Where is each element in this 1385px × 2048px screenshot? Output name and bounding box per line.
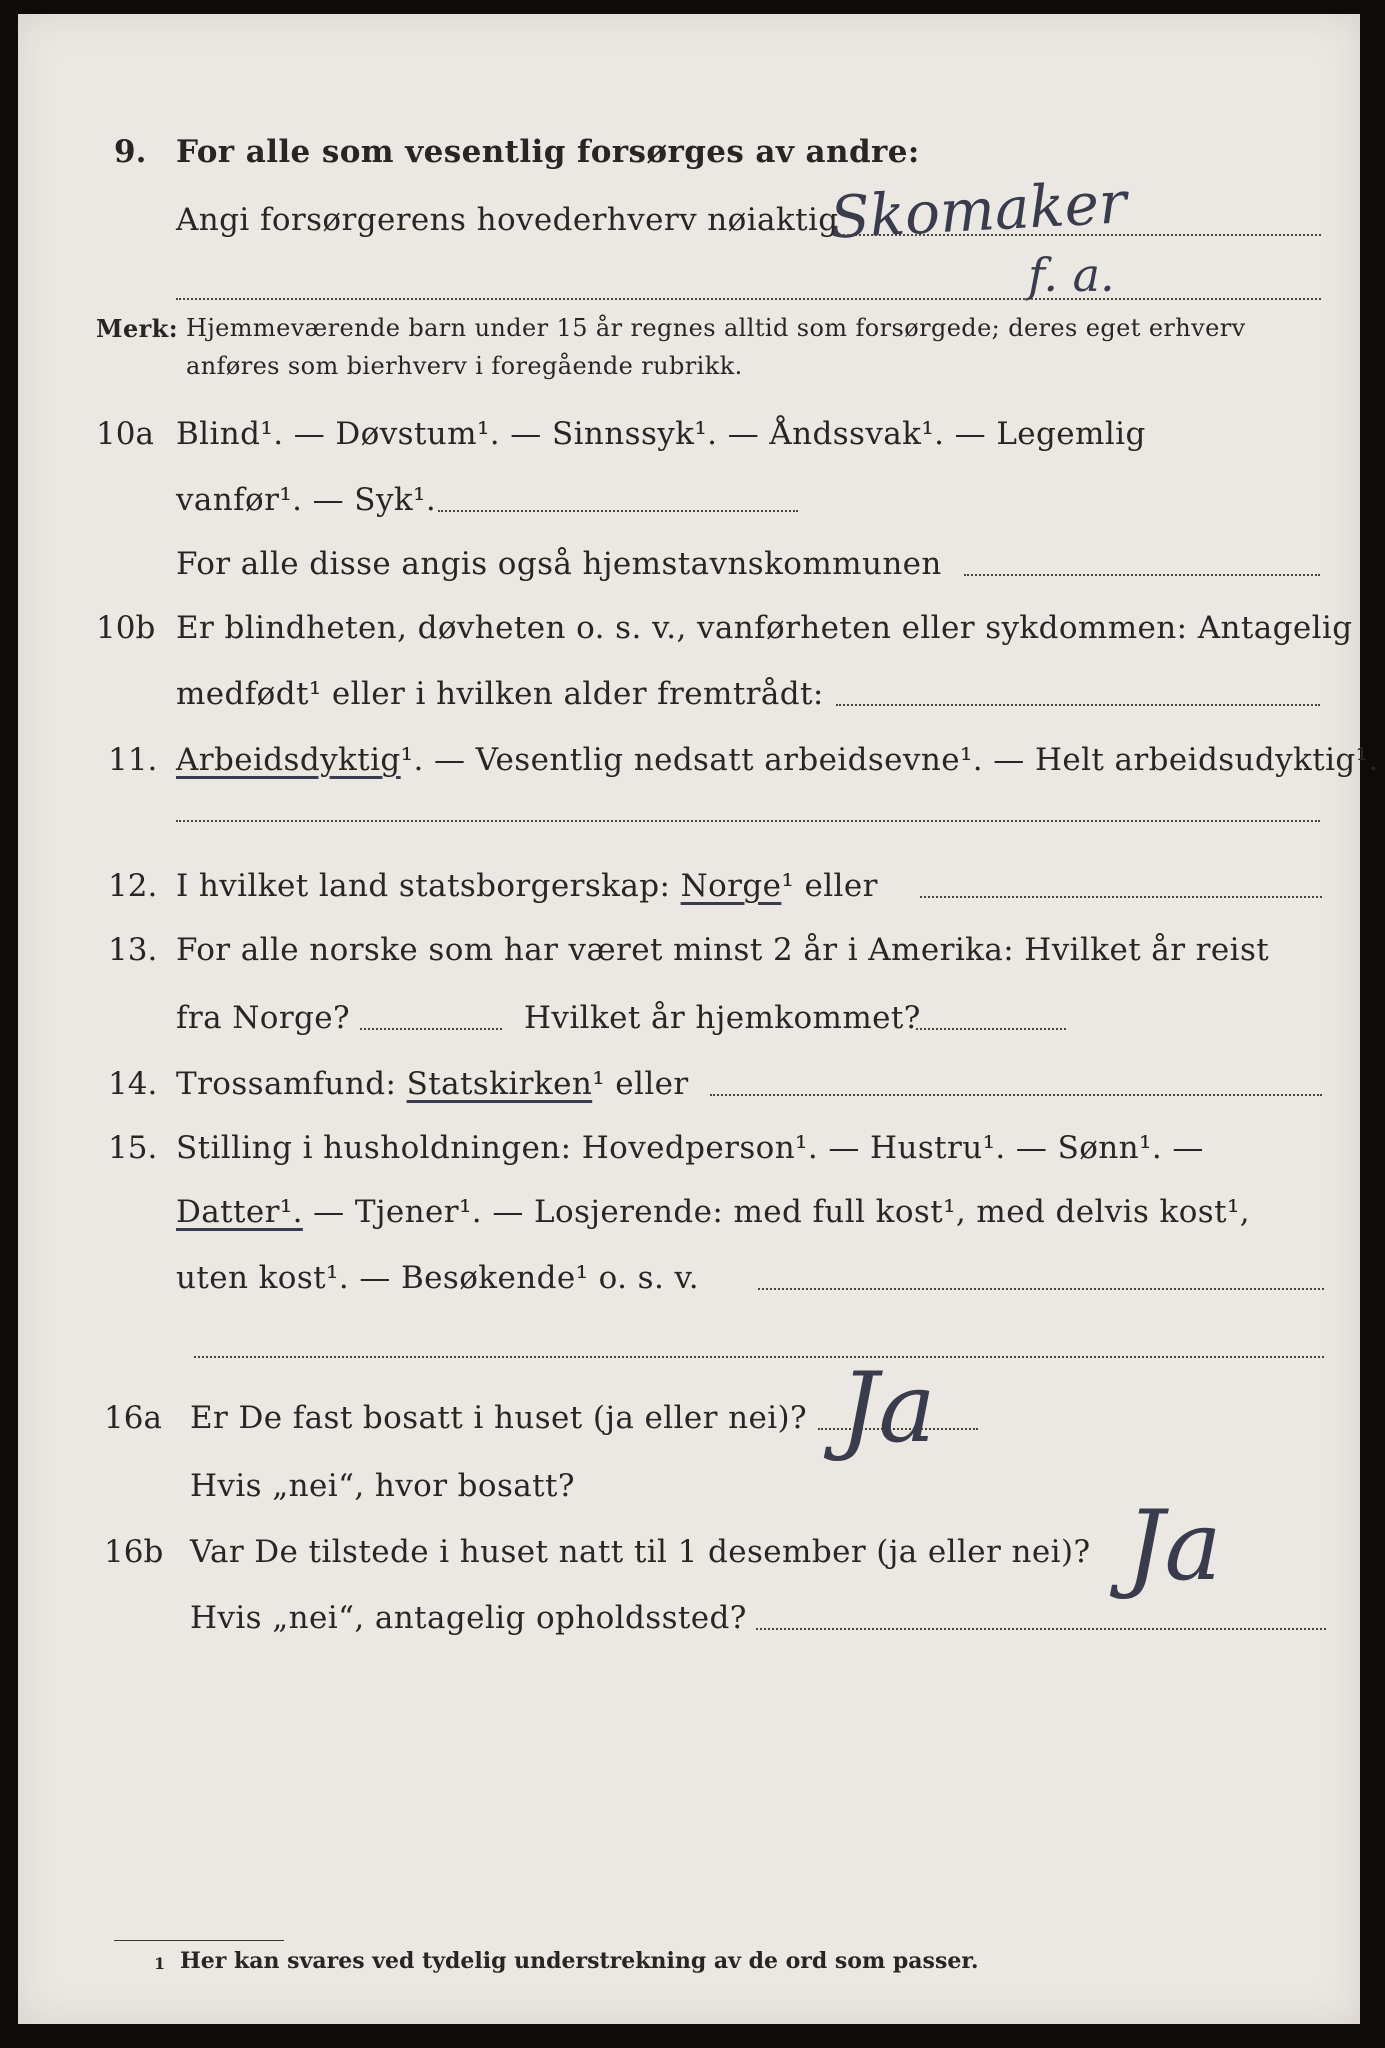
- q9-number: 9.: [114, 134, 147, 170]
- q9-handwritten-note: f. a.: [1028, 248, 1115, 302]
- q13-line2b: Hvilket år hjemkommet?: [524, 1000, 921, 1036]
- q12-suffix: ¹ eller: [781, 868, 878, 904]
- q13-number: 13.: [108, 932, 158, 968]
- q9-line1: For alle som vesentlig forsørges av andre:: [176, 134, 920, 170]
- q9-handwritten-occupation: Skomaker: [828, 168, 1129, 252]
- q12-underlined-choice: Norge: [680, 868, 782, 904]
- q10a-line2: vanfør¹. — Syk¹.: [176, 482, 437, 518]
- q15-underlined-choice: Datter¹.: [176, 1194, 303, 1230]
- q12-dots: [920, 896, 1322, 898]
- q14-underlined-choice: Statskirken: [406, 1066, 593, 1102]
- q10a-line3: For alle disse angis også hjemstavnskommunen: [176, 546, 942, 582]
- q16b-number: 16b: [104, 1534, 164, 1570]
- q9-line2: Angi forsørgerens hovederhverv nøiaktig: [176, 202, 839, 238]
- q16b-line1: Var De tilstede i huset natt til 1 desember (ja eller nei)?: [190, 1534, 1091, 1570]
- q16a-line1: Er De fast bosatt i huset (ja eller nei)?: [190, 1400, 808, 1436]
- q11-number: 11.: [108, 742, 158, 778]
- q10b-number: 10b: [96, 610, 156, 646]
- q15-line2-rest: — Tjener¹. — Losjerende: med full kost¹, med delvis kost¹,: [302, 1194, 1251, 1230]
- merk-label: Merk:: [96, 314, 178, 343]
- q10b-dots: [836, 704, 1320, 706]
- q14-dots: [710, 1094, 1322, 1096]
- q15-line2: [176, 1194, 1250, 1230]
- q9-extra-dots: [176, 298, 1321, 300]
- q10a-number: 10a: [96, 416, 154, 452]
- q11-dots: [176, 820, 1320, 822]
- footnote-mark: 1: [154, 1954, 166, 1973]
- q16b-handwritten-answer: Ja: [1126, 1490, 1222, 1602]
- q10b-line2: medfødt¹ eller i hvilken alder fremtrådt:: [176, 676, 824, 712]
- q15-line1: Stilling i husholdningen: Hovedperson¹. — Hustru¹. — Sønn¹. —: [176, 1130, 1204, 1166]
- q15-extra-dots: [194, 1356, 1324, 1358]
- footnote-text: Her kan svares ved tydelig understrekning av de ord som passer.: [180, 1948, 979, 1974]
- q16b-dots: [756, 1628, 1326, 1630]
- q13-reist-dots: [360, 1028, 502, 1030]
- q14-line: [176, 1066, 689, 1102]
- q11-underlined-choice: Arbeidsdyktig: [176, 742, 401, 778]
- merk-line1: Hjemmeværende barn under 15 år regnes alltid som forsørgede; deres eget erhverv: [186, 314, 1246, 342]
- q15-line3: uten kost¹. — Besøkende¹ o. s. v.: [176, 1260, 699, 1296]
- q14-prefix: Trossamfund:: [176, 1066, 397, 1102]
- q11-line: [176, 742, 1379, 778]
- q10a-line1: Blind¹. — Døvstum¹. — Sinnssyk¹. — Åndssvak¹. — Legemlig: [176, 416, 1146, 452]
- q13-line1: For alle norske som har været minst 2 år i Amerika: Hvilket år reist: [176, 932, 1270, 968]
- q14-number: 14.: [108, 1066, 158, 1102]
- q13-line2a: fra Norge?: [176, 1000, 351, 1036]
- q16a-line2: Hvis „nei“, hvor bosatt?: [190, 1468, 575, 1504]
- q15-dots: [758, 1288, 1324, 1290]
- q10a-syk-dots: [438, 510, 798, 512]
- q13-hjemkommet-dots: [916, 1028, 1066, 1030]
- q15-number: 15.: [108, 1130, 158, 1166]
- q16a-number: 16a: [104, 1400, 162, 1436]
- q10b-line1: Er blindheten, døvheten o. s. v., vanførheten eller sykdommen: Antagelig: [176, 610, 1353, 646]
- q16a-handwritten-answer: Ja: [840, 1352, 936, 1464]
- merk-line2: anføres som bierhverv i foregående rubrikk.: [186, 352, 743, 380]
- q16b-line2: Hvis „nei“, antagelig opholdssted?: [190, 1600, 747, 1636]
- footnote-rule: [114, 1940, 284, 1941]
- q12-line: [176, 868, 878, 904]
- q9-answer-dots: [836, 234, 1321, 236]
- q10a-kommune-dots: [964, 574, 1320, 576]
- census-form-page: [18, 14, 1379, 2024]
- q12-number: 12.: [108, 868, 158, 904]
- q12-prefix: I hvilket land statsborgerskap:: [176, 868, 671, 904]
- q11-rest: ¹. — Vesentlig nedsatt arbeidsevne¹. — Helt arbeidsudyktig¹.: [400, 742, 1379, 778]
- q14-suffix: ¹ eller: [592, 1066, 689, 1102]
